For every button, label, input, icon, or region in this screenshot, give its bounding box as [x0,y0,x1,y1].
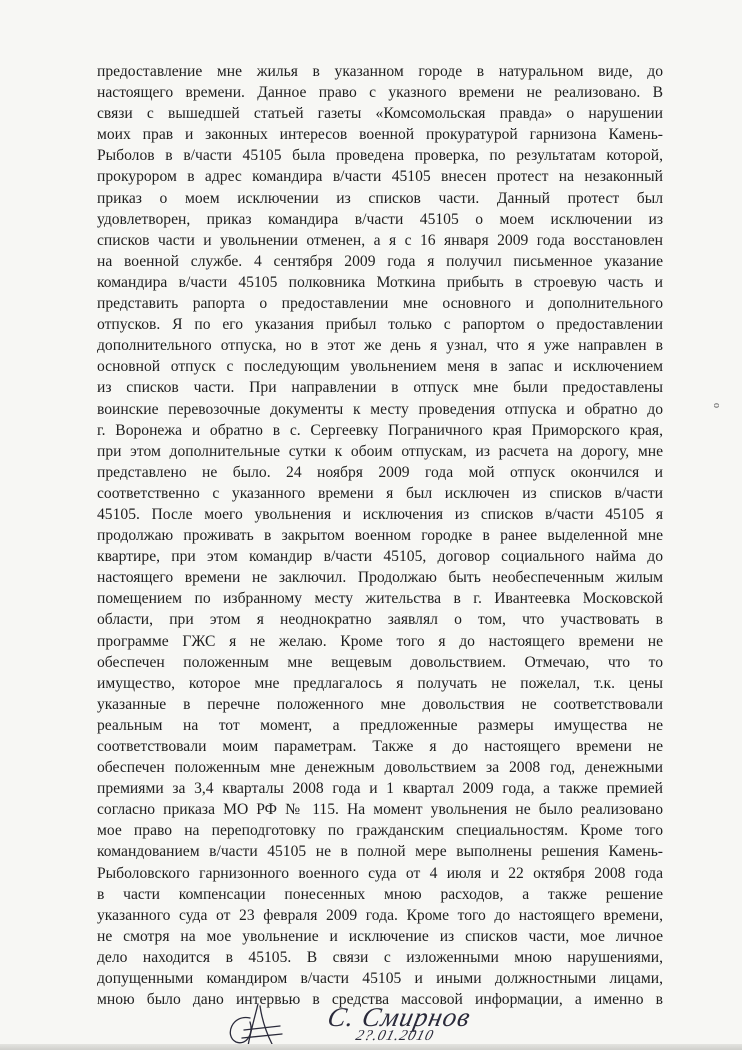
text-line: обеспечен положенным мне вещевым довольствием. Отмечаю, что то [97,653,663,671]
text-line: Рыболов в в/части 45105 была проведена проверка, по результатам которой, [97,147,663,165]
text-line: воинские перевозочные документы к месту проведения отпуска и обратно до [97,400,663,418]
text-line: основной отпуск с последующим увольнением меня в запас и исключением [97,358,663,376]
text-line: области, при этом я неоднократно заявлял о том, что участвовать в [97,611,663,629]
text-line: не смотря на мое увольнение и исключение из списков части, мое личное [97,927,663,945]
text-line: связи с вышедшей статьей газеты «Комсомольская правда» о нарушении [97,105,663,123]
text-line: согласно приказа МО РФ № 115. На момент увольнения не было реализовано [97,801,663,819]
signature-date: 2?.01.2010 [353,1028,436,1044]
scan-bottom-edge [0,1044,742,1050]
text-line: мною было дано интервью в средства массовой информации, а именно в [97,991,663,1009]
handwritten-initials [210,1000,310,1050]
text-line: представлено не было. 24 ноября 2009 года мой отпуск окончился и [97,463,663,481]
text-line: Рыболовского гарнизонного военного суда от 4 июля и 22 октября 2008 года [97,864,663,882]
text-line: отпусков. Я по его указания прибыл только с рапортом о предоставлении [97,316,663,334]
text-line: при этом дополнительные сутки к обоим отпускам, из расчета на дорогу, мне [97,442,663,460]
margin-mark: о [711,403,722,408]
document-body [97,61,663,1010]
text-line: из списков части. При направлении в отпуск мне были предоставлены [97,379,663,397]
text-line: соответственно с указанного времени я был исключен из списков в/части [97,484,663,502]
text-line: на военной службе. 4 сентября 2009 года я получил письменное указание [97,252,663,270]
text-line: приказ о моем исключении из списков части. Данный протест был [97,189,663,207]
text-line: в части компенсации понесенных мною расходов, а также решение [97,885,663,903]
text-line: командованием в/части 45105 не в полной мере выполнены решения Камень- [97,843,663,861]
text-line: прокурором в адрес командира в/части 45105 внесен протест на незаконный [97,168,663,186]
text-line: удовлетворен, приказ командира в/части 45105 о моем исключении из [97,210,663,228]
text-line: представить рапорта о предоставлении мне основного и дополнительного [97,295,663,313]
text-line: программе ГЖС я не желаю. Кроме того я до настоящего времени не [97,632,663,650]
signature-name: С. Смирнов [324,1002,474,1032]
text-line: мое право на переподготовку по гражданским специальностям. Кроме того [97,822,663,840]
text-line: продолжаю проживать в закрытом военном городке в ранее выделенной мне [97,527,663,545]
text-line: списков части и увольнении отменен, а я с 16 января 2009 года восстановлен [97,231,663,249]
text-line: 45105. После моего увольнения и исключения из списков в/части 45105 я [97,505,663,523]
text-line: имущество, которое мне предлагалось я получать не пожелал, т.к. цены [97,674,663,692]
text-line: дело находится в 45105. В связи с изложенными мною нарушениями, [97,948,663,966]
text-line: г. Воронежа и обратно в с. Сергеевку Пограничного края Приморского края, [97,421,663,439]
text-line: настоящего времени. Данное право с указного времени не реализовано. В [97,84,663,102]
text-line: премиями за 3,4 кварталы 2008 года и 1 квартал 2009 года, а также премией [97,780,663,798]
text-line: дополнительного отпуска, но в этот же день я узнал, что я уже направлен в [97,337,663,355]
text-line: командира в/части 45105 полковника Моткина прибыть в строевую часть и [97,273,663,291]
text-line: предоставление мне жилья в указанном городе в натуральном виде, до [97,63,663,80]
text-line: помещением по избранному месту жительства в г. Ивантеевка Московской [97,590,663,608]
text-line: допущенными командиром в/части 45105 и иными должностными лицами, [97,970,663,988]
text-line: квартире, при этом командир в/части 45105, договор социального найма до [97,548,663,566]
text-line: обеспечен положенным мне денежным довольствием за 2008 год, денежными [97,759,663,777]
text-line: указанные в перечне положенного мне довольствия не соответствовали [97,695,663,713]
text-line: настоящего времени не заключил. Продолжаю быть необеспеченным жилым [97,569,663,587]
text-line: соответствовали моим параметрам. Также я до настоящего времени не [97,738,663,755]
text-line: реальным на тот момент, а предложенные размеры имущества не [97,716,663,734]
text-line: моих прав и законных интересов военной прокуратурой гарнизона Камень- [97,126,663,144]
text-line: указанного суда от 23 февраля 2009 года. Кроме того до настоящего времени, [97,906,663,924]
